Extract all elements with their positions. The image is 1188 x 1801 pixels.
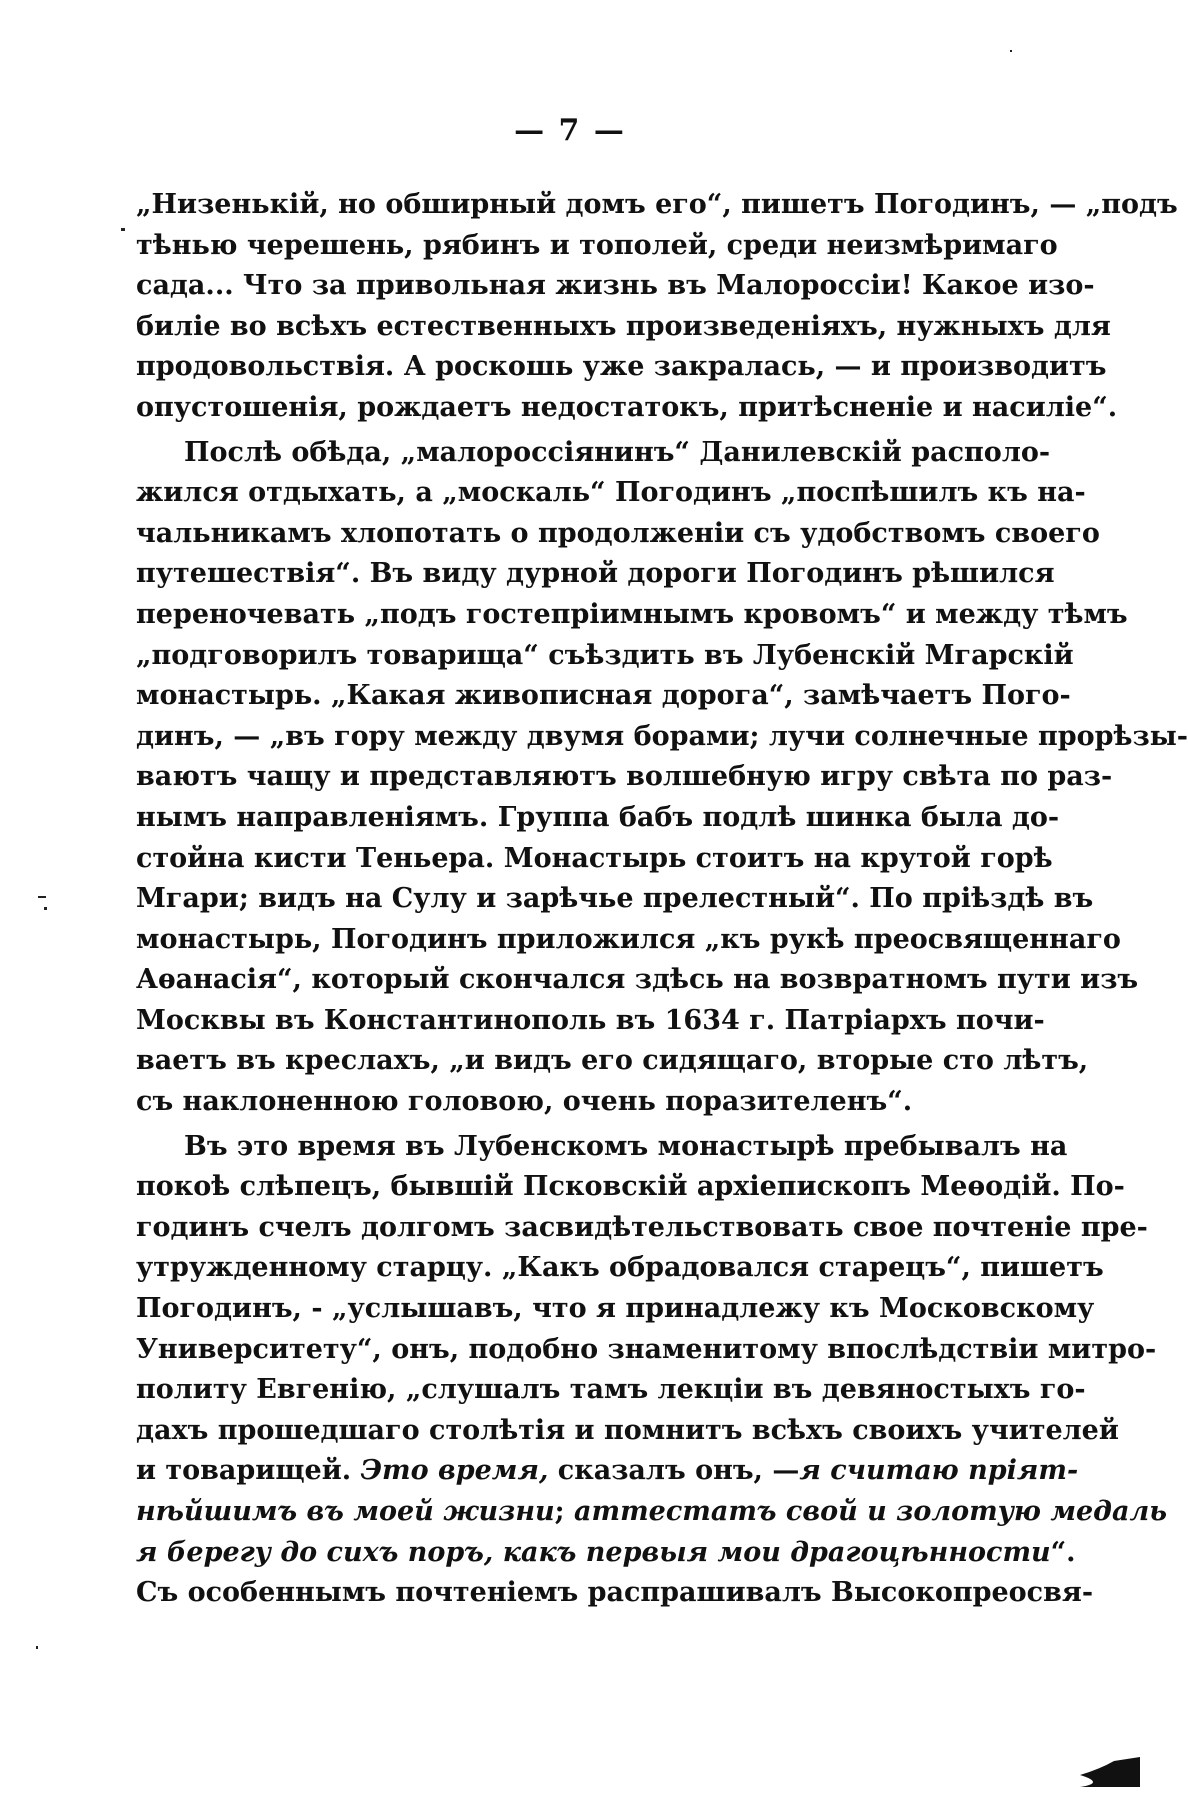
text-run: сказалъ онъ, —: [548, 1455, 800, 1487]
text-line: переночевать „подъ гостепріимнымъ кровомъ“ и между тѣмъ: [136, 598, 1128, 630]
text-line: сада... Что за привольная жизнь въ Малороссіи! Какое изо-: [136, 270, 1095, 302]
page-number: — 7 —: [514, 113, 626, 148]
scan-speck: [44, 907, 47, 910]
page-corner-mark: [1080, 1757, 1140, 1787]
text-line: монастырь. „Какая живописная дорога“, замѣчаетъ Пого-: [136, 680, 1071, 712]
text-line: тѣнью черешень, рябинъ и тополей, среди неизмѣримаго: [136, 229, 1058, 261]
text-line: опустошенія, рождаетъ недостатокъ, притѣсненіе и насиліе“.: [136, 391, 1118, 423]
text-line: нымъ направленіямъ. Группа бабъ подлѣ шинка была до-: [136, 801, 1060, 833]
text-run: ;: [554, 1496, 575, 1527]
mixed-text-line: [136, 1533, 1076, 1574]
scan-speck: [36, 1646, 38, 1649]
text-line: Погодинъ, - „услышавъ, что я принадлежу къ Московскому: [136, 1293, 1095, 1325]
text-line: жился отдыхать, а „москаль“ Погодинъ „поспѣшилъ къ на-: [136, 477, 1086, 509]
text-line: Москвы въ Константинополь въ 1634 г. Патріархъ почи-: [136, 1004, 1045, 1036]
text-line: путешествія“. Въ виду дурной дороги Погодинъ рѣшился: [136, 558, 1055, 590]
text-line: Мгари; видъ на Сулу и зарѣчье прелестный“. По пріѣздѣ въ: [136, 883, 1094, 915]
text-line: съ наклоненною головою, очень поразителенъ“.: [136, 1086, 913, 1118]
scan-speck: [38, 896, 46, 898]
italic-text-run: нѣйшимъ въ моей жизни: [136, 1496, 555, 1527]
text-line: годинъ счелъ долгомъ засвидѣтельствовать свое почтеніе пре-: [136, 1211, 1148, 1243]
text-line: Аѳанасія“, который скончался здѣсь на возвратномъ пути изъ: [136, 964, 1139, 996]
text-run: и товарищей.: [136, 1455, 361, 1487]
text-line: чальникамъ хлопотать о продолженіи съ удобствомъ своего: [136, 517, 1100, 549]
text-line: Университету“, онъ, подобно знаменитому впослѣдствіи митро-: [136, 1333, 1157, 1365]
text-line: биліе во всѣхъ естественныхъ произведеніяхъ, нужныхъ для: [136, 310, 1111, 342]
text-line: ваетъ въ креслахъ, „и видъ его сидящаго, вторые сто лѣтъ,: [136, 1045, 1089, 1077]
text-line: „Низенькій, но обширный домъ его“, пишетъ Погодинъ, — „подъ: [136, 189, 1178, 220]
text-line: покоѣ слѣпецъ, бывшій Псковскій архіепископъ Меѳодій. По-: [136, 1171, 1125, 1203]
text-run: “.: [1050, 1536, 1076, 1568]
mixed-text-line: [136, 1451, 1079, 1492]
text-line: ваютъ чащу и представляютъ волшебную игру свѣта по раз-: [136, 761, 1113, 793]
italic-text-run: Это время,: [360, 1455, 549, 1487]
text-line: Съ особеннымъ почтеніемъ распрашивалъ Высокопреосвя-: [136, 1577, 1094, 1609]
scan-speck: [121, 228, 125, 231]
body-text: [136, 185, 1188, 1614]
text-line: дахъ прошедшаго столѣтія и помнитъ всѣхъ своихъ учителей: [136, 1414, 1119, 1446]
scan-speck: [1010, 50, 1012, 52]
italic-text-run: я берегу до сихъ поръ,: [136, 1536, 494, 1568]
text-line: утружденному старцу. „Какъ обрадовался старецъ“, пишетъ: [136, 1252, 1104, 1284]
italic-text-run: какъ первыя мои драгоцѣнности: [502, 1536, 1051, 1568]
mixed-text-line: [136, 1492, 1168, 1533]
text-line: продовольствія. А роскошь уже закралась, — и производитъ: [136, 351, 1107, 383]
italic-text-run: аттестатъ свой и золотую медаль: [574, 1496, 1168, 1527]
text-line: динъ, — „въ гору между двумя борами; лучи солнечные прорѣзы-: [136, 720, 1188, 752]
paragraph-start-line: Въ это время въ Лубенскомъ монастырѣ пребывалъ на: [184, 1130, 1068, 1162]
text-line: монастырь, Погодинъ приложился „къ рукѣ преосвященнаго: [136, 923, 1121, 955]
paragraph-start-line: Послѣ обѣда, „малороссіянинъ“ Данилевскій располо-: [184, 436, 1051, 468]
text-line: стойна кисти Теньера. Монастырь стоитъ на крутой горѣ: [136, 842, 1053, 874]
text-line: политу Евгенію, „слушалъ тамъ лекціи въ девяностыхъ го-: [136, 1374, 1086, 1406]
text-line: „подговорилъ товарища“ съѣздить въ Лубенскій Мгарскій: [136, 639, 1074, 671]
italic-text-run: я считаю пріят-: [799, 1455, 1079, 1487]
text-run: [493, 1537, 502, 1568]
